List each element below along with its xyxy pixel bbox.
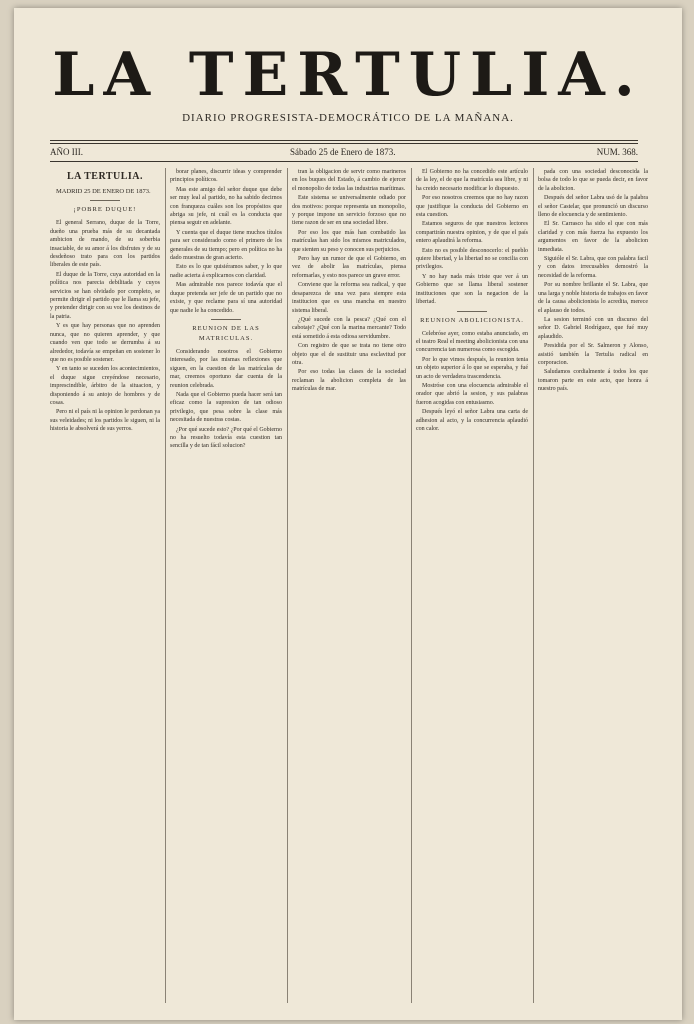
paragraph: El Sr. Carrasco ha sido el que con más claridad y con más fuerza ha expuesto los argumentos en favor de la abolicion inmediata. bbox=[538, 221, 648, 253]
paragraph: Siguióle el Sr. Labra, que con palabra facil y con datos irrecusables demostró la necesidad de la reforma. bbox=[538, 256, 648, 279]
paragraph: Conviene que la reforma sea radical, y que desaparezca de una vez para siempre esta institucion que es una mancha en nuestro sistema liberal. bbox=[292, 282, 406, 314]
separator bbox=[211, 319, 241, 320]
newspaper-page bbox=[14, 8, 682, 1020]
top-rule bbox=[50, 140, 638, 141]
paragraph: Pero hay un rumor de que el Gobierno, en vez de abolir las matrículas, piensa reformarlas, y esto nos parece un grave error. bbox=[292, 256, 406, 279]
paragraph: Por lo que vimos después, la reunion tenia un objeto superior á lo que se esperaba, y fué un acto de verdadera trascendencia. bbox=[416, 356, 528, 380]
separator bbox=[457, 311, 487, 312]
paragraph: Saludamos cordialmente á todos los que tomaron parte en este acto, que honra á nuestro país. bbox=[538, 369, 648, 393]
column-divider bbox=[411, 168, 412, 1003]
paragraph: borar planes, discurrir ideas y comprender principios políticos. bbox=[170, 169, 282, 184]
issue-date: Sábado 25 de Enero de 1873. bbox=[290, 147, 396, 157]
column-divider bbox=[287, 168, 288, 1003]
paragraph: Mas este amigo del señor duque que debe ser muy leal al partido, no ha sabido decirnos con franqueza cuáles son los propósitos que abriga su jefe, ni cuál es la conducta que piensa seguir en adelante. bbox=[170, 186, 282, 227]
paragraph: Y no hay nada más triste que ver á un Gobierno que se llama liberal sostener instituciones que son la negacion de la libertad. bbox=[416, 273, 528, 306]
paragraph: Y cuenta que el duque tiene muchos títulos para ser considerado como el primero de los generales de su tiempo; pero en política no ha dado muestras de gran acierto. bbox=[170, 229, 282, 262]
top-rule-double bbox=[50, 143, 638, 144]
paragraph: Después leyó el señor Labra una carta de adhesion al acto, y la concurrencia aplaudió con calor. bbox=[416, 409, 528, 432]
paragraph: Con registro de que se trata no tiene otro objeto que el de sustituir una esclavitud por otra. bbox=[292, 343, 406, 366]
column-divider bbox=[533, 168, 534, 1003]
paragraph: Considerando nosotros el Gobierno interesado, por las mismas reflexiones que siguen, en la cuestion de las matrículas de mar, creemos oportuno dar cuenta de la reunion celebrada. bbox=[170, 348, 282, 389]
bottom-rule bbox=[50, 161, 638, 162]
paragraph: Mostróse con una elocuencia admirable el orador que abrió la sesion, y sus palabras fueron acogidas con entusiasmo. bbox=[416, 382, 528, 406]
paragraph: Por eso los que más han combatido las matrículas han sido los mismos matriculados, que sienten su peso y conocen sus perjuicios. bbox=[292, 229, 406, 253]
paragraph: ¿Qué sucede con la pesca? ¿Qué con el cabotaje? ¿Qué con la marina mercante? Todo está sometido á esta odiosa servidumbre. bbox=[292, 316, 406, 340]
masthead-subtitle: DIARIO PROGRESISTA-DEMOCRÁTICO DE LA MAÑANA. bbox=[182, 112, 514, 124]
paragraph: Después del señor Labra usó de la palabra el señor Castelar, que pronunció un discurso lleno de elocuencia y de sentimiento. bbox=[538, 195, 648, 219]
paragraph: Este sistema se universalmente odiado por dos motivos: porque representa un monopolio, y porque impone un servicio forzoso que no tiene razon de ser en una sociedad libre. bbox=[292, 195, 406, 227]
column-divider bbox=[165, 168, 166, 1003]
paragraph: Por eso todas las clases de la sociedad reclaman la abolicion completa de las matrículas de mar. bbox=[292, 369, 406, 393]
paragraph: Celebróse ayer, como estaba anunciado, en el teatro Real el meeting abolicionista con una concurrencia tan numerosa como escogida. bbox=[416, 330, 528, 354]
madrid-dateline: MADRID 25 DE ENERO DE 1873. bbox=[56, 188, 151, 195]
paragraph: Pero ni el país ni la opinion le perdonan ya sus veleidades; ni los partidos le siguen, ni la historia le absolverá de sus yerros. bbox=[50, 409, 160, 433]
paragraph: Nada que el Gobierno pueda hacer será tan eficaz como la supresion de tan odioso privilegio, que pesa sobre la clase más necesitada de nuestras costas. bbox=[170, 391, 282, 424]
year-label: AÑO III. bbox=[50, 147, 83, 157]
issue-number: NUM. 368. bbox=[596, 147, 638, 157]
paragraph: Por su nombre brillante el Sr. Labra, que una larga y noble historia de trabajos en favor de la causa abolicionista lo acredita, merece el aplauso de todos. bbox=[538, 282, 648, 314]
paragraph: Y en tanto se suceden los acontecimientos, el duque sigue creyéndose necesario, imprescindible, árbitro de la situacion, y disponiendo á su antojo de hombres y de cosas. bbox=[50, 366, 160, 406]
paragraph: Estamos seguros de que nuestros lectores compartirán nuestra opinion, y de que el país entero aplaudirá la reforma. bbox=[416, 221, 528, 245]
paragraph: Presidida por el Sr. Salmeron y Alonso, asistió también la Tertulia radical en corporacion. bbox=[538, 343, 648, 366]
column-1 bbox=[50, 168, 160, 1008]
paragraph: ¿Por qué sucede esto? ¿Por qué el Gobierno no ha resuelto todavía esta cuestion tan sencilla y de tan fácil solucion? bbox=[170, 426, 282, 450]
paragraph: pada con una sociedad desconocida la bolsa de todo lo que se pueda decir, en favor de la abolicion. bbox=[538, 169, 648, 192]
article-title-pobre-duque: ¡POBRE DUQUE! bbox=[73, 206, 137, 214]
paragraph: El general Serrano, duque de la Torre, dueño una prueba más de su decantada ambicion de mando, de su soberbia insaciable, de su amor á los disfrutes y de su desdeñoso trato para con los partidos liberales de este país. bbox=[50, 220, 160, 269]
paragraph: El duque de la Torre, cuya autoridad en la política nos parecia debilitada y cuyos servicios se han olvidado por completo, se permite dirigir el partido que le llama su jefe, y pretender dirigir con su voz los destinos de la patria. bbox=[50, 271, 160, 320]
paragraph: Por eso nosotros creemos que no hay razon que justifique la conducta del Gobierno en esta cuestion. bbox=[416, 195, 528, 219]
masthead-title: LA TERTULIA. bbox=[52, 40, 644, 110]
column-5 bbox=[538, 168, 648, 1008]
paragraph: tran la obligacion de servir como marineros en los buques del Estado, á cambio de ejercer el monopolio de todas las industrias marítimas. bbox=[292, 169, 406, 192]
paragraph: Mas admirable nos parece todavía que el duque pretenda ser jefe de un partido que no existe, y que reclame para sí una autoridad que nadie le ha concedido. bbox=[170, 282, 282, 314]
paragraph: El Gobierno no ha concedido este artículo de la ley, el de que la matrícula sea libre, y ni ha creido necesario modificar lo dispuesto. bbox=[416, 169, 528, 192]
column-3 bbox=[292, 168, 406, 1008]
dateline-bar bbox=[50, 147, 638, 161]
paragraph: La sesion terminó con un discurso del señor D. Gabriel Rodríguez, que fué muy aplaudido. bbox=[538, 316, 648, 340]
paragraph: Y es que hay personas que no aprenden nunca, que no quieren aprender, y que cuando ven que todo se derrumba á su alrededor, todavía se empeñan en sostener lo que no es posible sostener. bbox=[50, 323, 160, 363]
paragraph: Esto no es posible desconocerlo: el pueblo quiere libertad, y la libertad no se concilia con privilegios. bbox=[416, 247, 528, 271]
column-2 bbox=[170, 168, 282, 1008]
paragraph: Esto es lo que quisiéramos saber, y lo que nadie acierta á explicarnos con claridad. bbox=[170, 264, 282, 279]
article-title-abolicionista: REUNION ABOLICIONISTA. bbox=[420, 316, 524, 324]
column-4 bbox=[416, 168, 528, 1008]
separator bbox=[90, 200, 120, 201]
article-title-matriculas: REUNION DE LAS MATRICULAS. bbox=[192, 324, 260, 342]
column-heading: LA TERTULIA. bbox=[66, 171, 144, 182]
